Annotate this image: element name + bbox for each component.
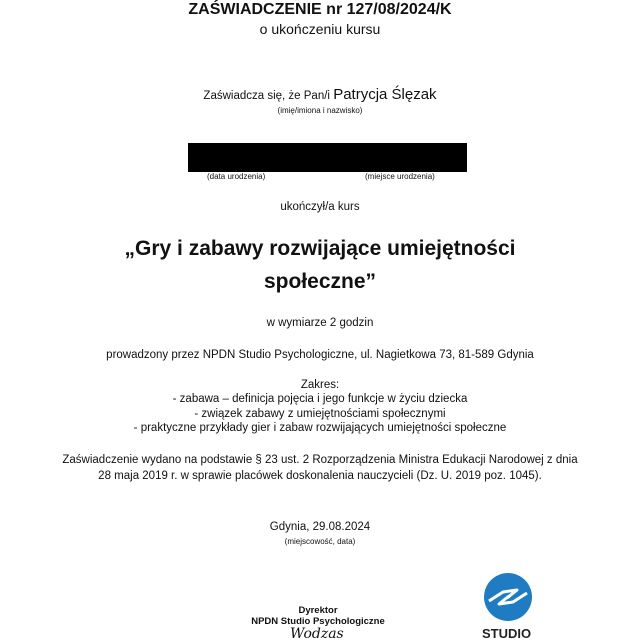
birth-date-caption: (data urodzenia) xyxy=(207,172,266,181)
person-name: Patrycja Ślęzak xyxy=(333,86,437,103)
provider-text: prowadzony przez NPDN Studio Psychologiczne, ul. Nagietkowa 73, 81-589 Gdynia xyxy=(106,349,534,361)
course-title-line1: „Gry i zabawy rozwijające umiejętności xyxy=(124,237,516,260)
scope-label: Zakres: xyxy=(300,379,340,391)
scope-item: - związek zabawy z umiejętnościami społecznymi xyxy=(194,408,446,420)
signature: Wodzas xyxy=(290,626,344,642)
duration-text: w wymiarze 2 godzin xyxy=(266,317,374,329)
name-caption: (imię/imiona i nazwisko) xyxy=(277,106,363,115)
logo-text: STUDIO xyxy=(482,626,532,641)
redacted-birth-info xyxy=(188,143,467,172)
certificate-title: ZAŚWIADCZENIE nr 127/08/2024/K xyxy=(188,1,452,18)
person-line xyxy=(0,86,640,103)
legal-basis-line1: Zaświadczenie wydano na podstawie § 23 ust. 2 Rozporządzenia Ministra Edukacji Narodowej z dnia xyxy=(62,454,578,466)
completed-text: ukończył/a kurs xyxy=(280,201,360,213)
legal-basis-line2: 28 maja 2019 r. w sprawie placówek doskonalenia nauczycieli (Dz. U. 2019 poz. 1045). xyxy=(98,470,542,482)
director-org: NPDN Studio Psychologiczne xyxy=(251,616,385,627)
scope-item: - praktyczne przykłady gier i zabaw rozwijających umiejętności społeczne xyxy=(133,422,507,434)
director-role: Dyrektor xyxy=(298,605,338,616)
studio-logo-icon xyxy=(483,572,533,622)
intro-text: Zaświadcza się, że Pan/i xyxy=(203,90,330,102)
birth-place-caption: (miejsce urodzenia) xyxy=(365,172,435,181)
place-date: Gdynia, 29.08.2024 xyxy=(269,521,371,533)
certificate-subtitle: o ukończeniu kursu xyxy=(259,21,381,37)
scope-item: - zabawa – definicja pojęcia i jego funkcje w życiu dziecka xyxy=(172,393,468,405)
place-date-caption: (miejscowość, data) xyxy=(284,537,356,546)
course-title-line2: społeczne” xyxy=(263,270,377,293)
